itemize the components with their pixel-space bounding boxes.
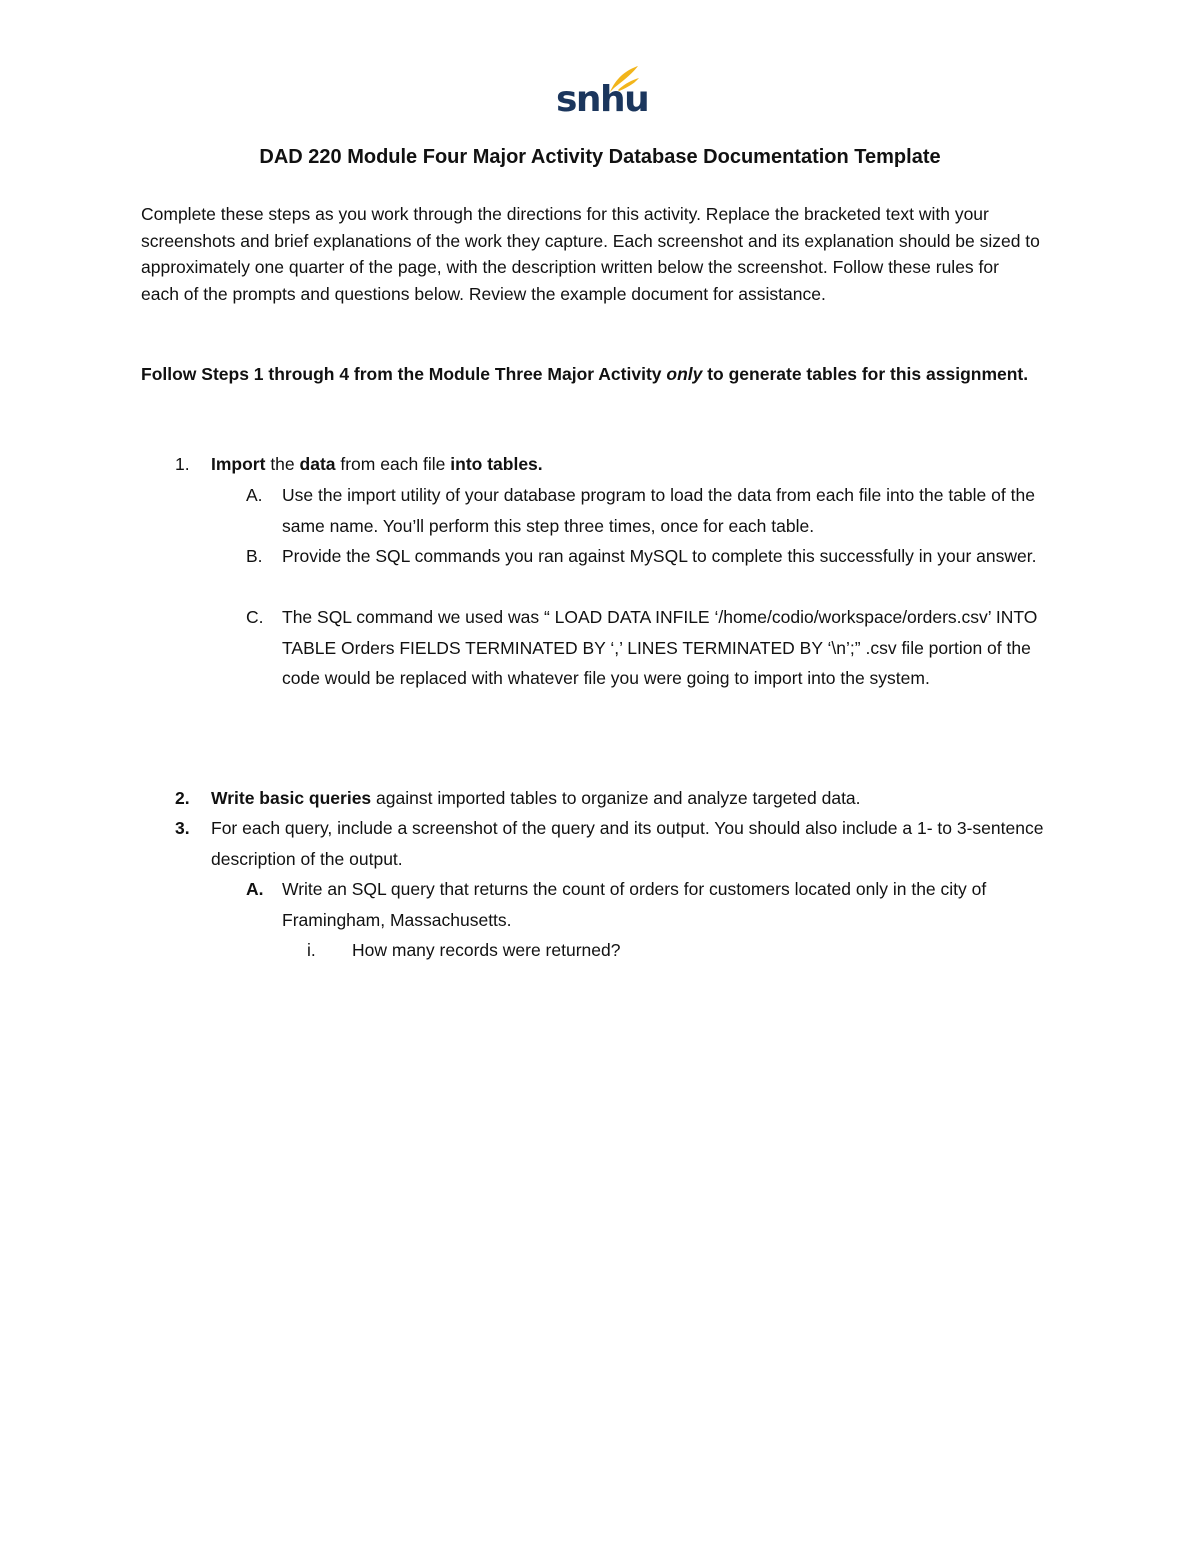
sub-marker: B.: [246, 546, 263, 566]
step-text: Write basic queries against imported tables to organize and analyze targeted data.: [211, 788, 861, 808]
step-text: For each query, include a screenshot of the query and its output. You should also include a 1- to 3-sentence description of the output.: [211, 818, 1044, 869]
sub-marker: A.: [246, 879, 264, 899]
sub-marker: i.: [307, 940, 316, 960]
logo-wordmark: snhu: [556, 79, 649, 120]
sub-text: Write an SQL query that returns the count of orders for customers located only in the city of Framingham, Massachusetts.: [282, 879, 987, 930]
sub-text: How many records were returned?: [352, 940, 621, 960]
sub-marker: A.: [246, 485, 263, 505]
snhu-logo: [556, 64, 649, 124]
step-number: 3.: [175, 818, 190, 838]
step-number: 1.: [175, 454, 190, 474]
sub-text: The SQL command we used was “ LOAD DATA INFILE ‘/home/codio/workspace/orders.csv’ INTO TABLE Orders FIELDS TERMINATED BY ‘,’ LINES TERMINATED BY ‘\n’;” .csv file portion of the code would be replaced with whatever file you were going to import into the system.: [282, 607, 1038, 688]
sub-text: Use the import utility of your database program to load the data from each file into the table of the same name. You’ll perform this step three times, once for each table.: [282, 485, 1035, 536]
follow-emphasis: only: [666, 364, 703, 384]
follow-steps-instruction: [141, 360, 1041, 389]
step-number: 2.: [175, 788, 190, 808]
sub-text: Provide the SQL commands you ran against MySQL to complete this successfully in your answer.: [282, 546, 1037, 566]
intro-paragraph: Complete these steps as you work through the directions for this activity. Replace the bracketed text with your screenshots and brief explanations of the work they capture. Each screenshot and its explanation should be sized to approximately one quarter of the page, with the description written below the screenshot. Follow these rules for each of the prompts and questions below. Review the example document for assistance.: [141, 204, 1040, 304]
follow-text-before: Follow Steps 1 through 4 from the Module Three Major Activity: [141, 364, 667, 384]
step-text: Import the data from each file into tables.: [211, 454, 543, 474]
sub-marker: C.: [246, 607, 264, 627]
follow-text-after: to generate tables for this assignment.: [702, 364, 1029, 384]
document-title: DAD 220 Module Four Major Activity Database Documentation Template: [259, 146, 941, 168]
